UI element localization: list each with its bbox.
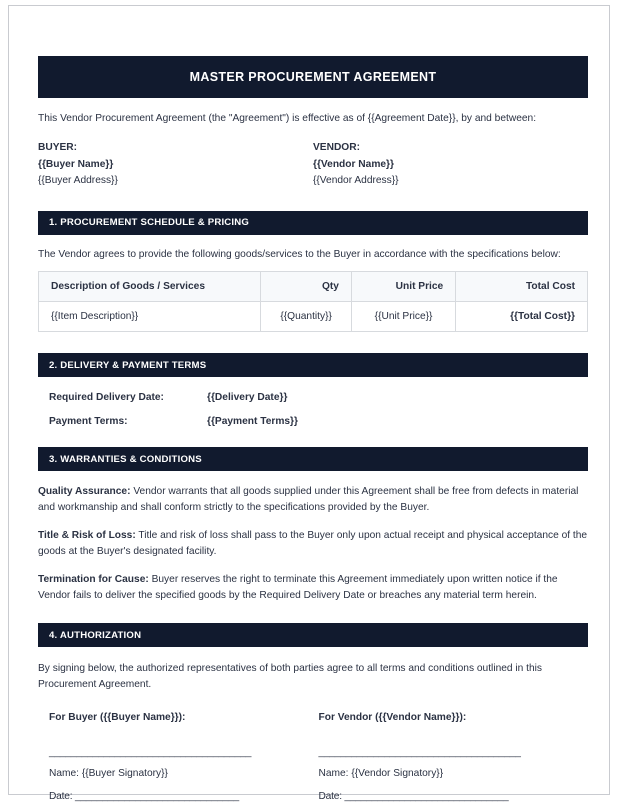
cell-unit-price: {{Unit Price}} xyxy=(351,302,455,332)
signature-block-vendor xyxy=(319,712,589,802)
term-label-delivery-date: Required Delivery Date: xyxy=(49,392,164,404)
section-1-heading: 1. PROCUREMENT SCHEDULE & PRICING xyxy=(49,217,250,229)
signature-date-vendor[interactable]: Date: ______________________________ xyxy=(318,790,509,802)
section-3-banner xyxy=(38,447,588,471)
cell-item-description: {{Item Description}} xyxy=(39,302,261,332)
table-header-row xyxy=(39,272,588,302)
clause-body-termination-for-cause: Buyer reserves the right to terminate this Agreement immediately upon written notice if the Vendor fails to deliver the specified goods by the Required Delivery Date or breaches any material term herein. xyxy=(38,574,558,601)
term-value-payment-terms: {{Payment Terms}} xyxy=(207,416,298,428)
clause-quality-assurance xyxy=(38,484,588,515)
term-value-delivery-date: {{Delivery Date}} xyxy=(207,392,288,404)
signature-date-buyer[interactable]: Date: ______________________________ xyxy=(49,790,239,802)
section-delivery-payment xyxy=(38,353,588,427)
cell-quantity: {{Quantity}} xyxy=(261,302,352,332)
intro-paragraph: This Vendor Procurement Agreement (the "Agreement") is effective as of {{Agreement Date}}, by and between: xyxy=(38,113,537,124)
term-row-delivery-date xyxy=(49,392,588,403)
section-4-lead: By signing below, the authorized representatives of both parties agree to all terms and conditions outlined in this Procurement Agreement. xyxy=(38,663,543,690)
terms-list xyxy=(38,392,588,427)
buyer-address: {{Buyer Address}} xyxy=(38,175,118,187)
document-content xyxy=(38,56,588,802)
pricing-table-head xyxy=(39,272,588,302)
pricing-table-body xyxy=(39,302,588,332)
clause-termination-for-cause xyxy=(38,572,588,603)
term-label-payment-terms: Payment Terms: xyxy=(49,416,128,428)
section-procurement-schedule xyxy=(38,211,588,332)
signature-line-vendor[interactable]: _____________________________________ xyxy=(318,746,521,758)
signature-block-buyer xyxy=(49,712,319,802)
vendor-party xyxy=(313,140,588,190)
section-3-heading: 3. WARRANTIES & CONDITIONS xyxy=(49,453,202,465)
document-page xyxy=(8,5,610,802)
document-title-banner xyxy=(38,56,588,98)
buyer-name: {{Buyer Name}} xyxy=(38,158,114,170)
signature-name-vendor: Name: {{Vendor Signatory}} xyxy=(318,767,444,779)
vendor-name: {{Vendor Name}} xyxy=(313,158,394,170)
table-row xyxy=(39,302,588,332)
cell-total-cost: {{Total Cost}} xyxy=(456,302,588,332)
column-header-unit-price: Unit Price xyxy=(351,272,455,302)
section-2-heading: 2. DELIVERY & PAYMENT TERMS xyxy=(49,359,207,371)
section-warranties-conditions xyxy=(38,447,588,603)
signature-blocks xyxy=(38,712,588,802)
clause-heading-quality-assurance: Quality Assurance: xyxy=(38,486,131,498)
signature-heading-vendor: For Vendor ({{Vendor Name}}): xyxy=(318,711,467,723)
signature-name-buyer: Name: {{Buyer Signatory}} xyxy=(49,767,168,779)
clauses-list xyxy=(38,484,588,603)
column-header-total-cost: Total Cost xyxy=(456,272,588,302)
vendor-role-label: VENDOR: xyxy=(313,142,360,154)
section-4-heading: 4. AUTHORIZATION xyxy=(49,629,142,641)
signature-line-buyer[interactable]: _____________________________________ xyxy=(49,746,252,758)
buyer-party xyxy=(38,140,313,190)
section-1-lead: The Vendor agrees to provide the following goods/services to the Buyer in accordance with the specifications below: xyxy=(38,248,561,260)
column-header-qty: Qty xyxy=(261,272,352,302)
section-1-banner xyxy=(38,211,588,235)
section-authorization xyxy=(38,623,588,802)
clause-title-risk-of-loss xyxy=(38,528,588,559)
vendor-address: {{Vendor Address}} xyxy=(313,175,399,187)
pricing-table xyxy=(38,271,588,332)
signature-heading-buyer: For Buyer ({{Buyer Name}}): xyxy=(49,711,186,723)
page-title: MASTER PROCUREMENT AGREEMENT xyxy=(189,70,437,84)
section-2-banner xyxy=(38,353,588,377)
column-header-description: Description of Goods / Services xyxy=(39,272,261,302)
clause-heading-termination-for-cause: Termination for Cause: xyxy=(38,574,149,586)
clause-body-quality-assurance: Vendor warrants that all goods supplied under this Agreement shall be free from defects in material and workmanship and shall conform strictly to the specifications provided by the Buyer. xyxy=(38,486,579,513)
buyer-role-label: BUYER: xyxy=(38,142,78,154)
section-4-banner xyxy=(38,623,588,647)
term-row-payment-terms xyxy=(49,416,588,427)
parties-block xyxy=(38,140,588,190)
clause-heading-title-risk-of-loss: Title & Risk of Loss: xyxy=(38,530,136,542)
clause-body-title-risk-of-loss: Title and risk of loss shall pass to the Buyer only upon actual receipt and physical acceptance of the goods at the Buyer's designated facility. xyxy=(38,530,588,557)
